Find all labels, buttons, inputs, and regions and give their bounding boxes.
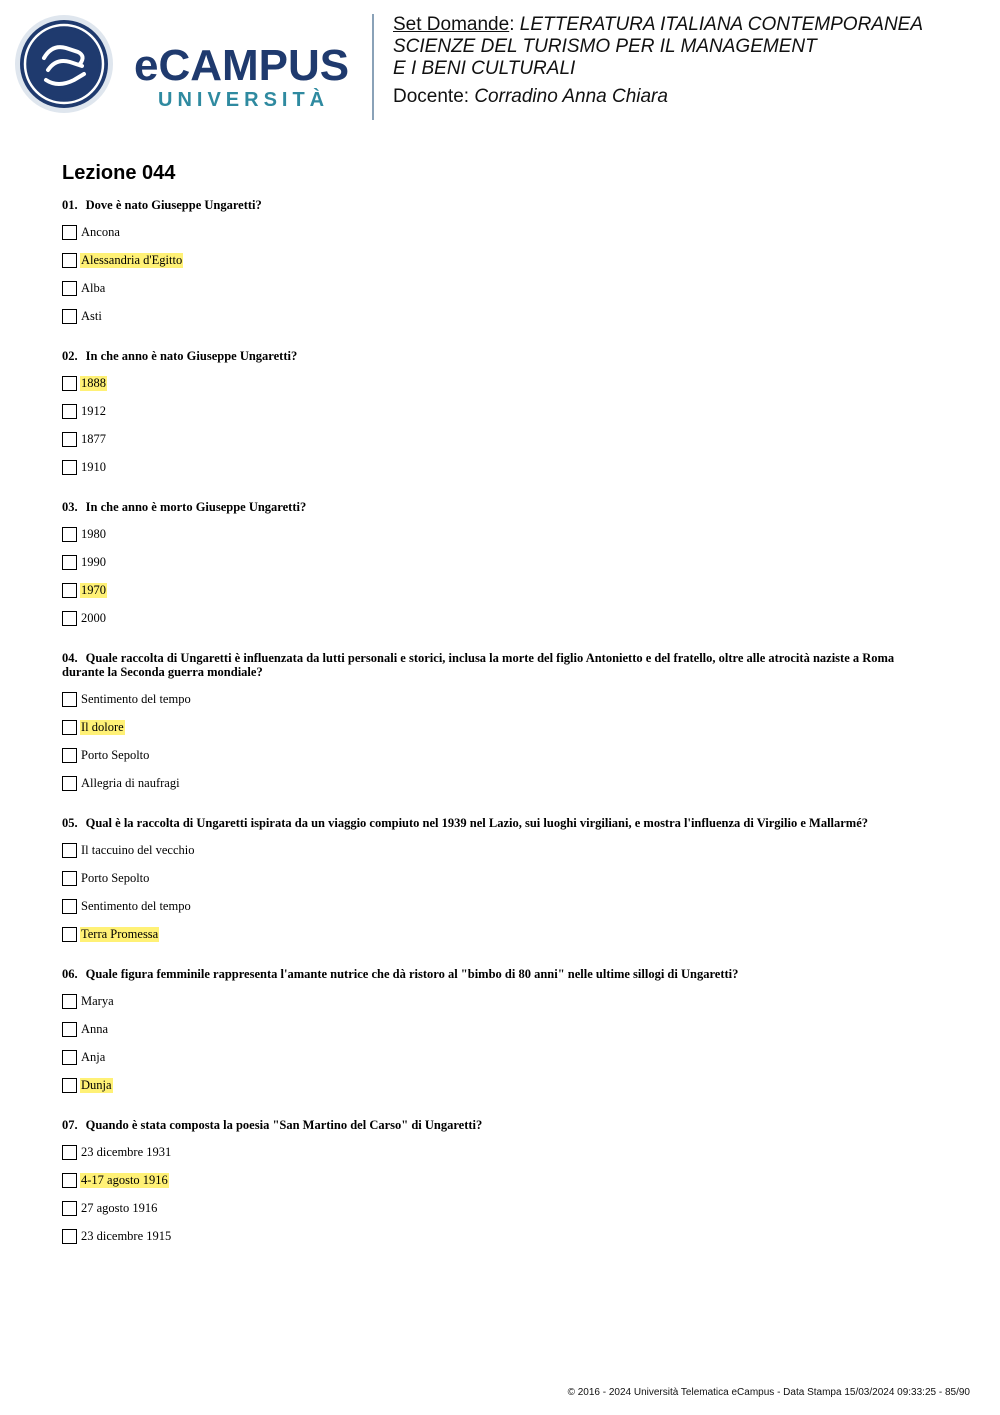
checkbox[interactable] — [62, 1173, 77, 1188]
answer-option[interactable] — [62, 274, 922, 302]
answer-option[interactable] — [62, 425, 922, 453]
ecampus-wordmark — [134, 34, 359, 114]
answer-option[interactable] — [62, 836, 922, 864]
answer-option[interactable] — [62, 1166, 922, 1194]
answer-option[interactable] — [62, 302, 922, 330]
checkbox[interactable] — [62, 376, 77, 391]
answer-label: 27 agosto 1916 — [81, 1200, 158, 1215]
logo-subtext: UNIVERSITÀ — [158, 89, 330, 111]
answer-option[interactable] — [62, 1222, 922, 1250]
answer-label: Porto Sepolto — [81, 870, 150, 885]
answer-option[interactable] — [62, 218, 922, 246]
answer-option[interactable] — [62, 548, 922, 576]
checkbox[interactable] — [62, 776, 77, 791]
answer-option[interactable] — [62, 769, 922, 797]
answer-option[interactable] — [62, 520, 922, 548]
checkbox[interactable] — [62, 927, 77, 942]
answer-option[interactable] — [62, 604, 922, 632]
answer-option[interactable] — [62, 987, 922, 1015]
question-number: 05. — [62, 816, 78, 830]
logo-text: eCAMPUS — [134, 41, 350, 90]
correct-answer-label: 1888 — [81, 375, 106, 390]
checkbox[interactable] — [62, 871, 77, 886]
ecampus-seal-icon — [14, 14, 114, 114]
answer-option[interactable] — [62, 1071, 922, 1099]
answer-label: Sentimento del tempo — [81, 898, 191, 913]
checkbox[interactable] — [62, 432, 77, 447]
correct-answer-label: Alessandria d'Egitto — [81, 252, 183, 267]
course-info: Set Domande: LETTERATURA ITALIANA CONTEMPORANEA SCIENZE DEL TURISMO PER IL MANAGEMENT E I BENI CULTURALI Docente: Corradino Anna Chiara — [393, 14, 993, 108]
answer-option[interactable] — [62, 920, 922, 948]
answer-label: Alba — [81, 280, 106, 295]
checkbox[interactable] — [62, 281, 77, 296]
page-footer: © 2016 - 2024 Università Telematica eCampus - Data Stampa 15/03/2024 09:33:25 - 85/90 — [567, 1387, 970, 1398]
answer-label: 23 dicembre 1915 — [81, 1228, 172, 1243]
answer-label: 23 dicembre 1931 — [81, 1144, 172, 1159]
correct-answer-label: 1970 — [81, 582, 106, 597]
answer-label: Sentimento del tempo — [81, 691, 191, 706]
answer-option[interactable] — [62, 685, 922, 713]
option-list — [62, 685, 922, 797]
checkbox[interactable] — [62, 1201, 77, 1216]
question-text — [62, 500, 922, 514]
answer-option[interactable] — [62, 576, 922, 604]
set-label: Set Domande — [393, 14, 510, 35]
option-list — [62, 369, 922, 481]
answer-label: Il taccuino del vecchio — [81, 842, 195, 857]
question-block — [62, 651, 922, 797]
page-header — [0, 0, 1000, 130]
checkbox[interactable] — [62, 720, 77, 735]
question-number: 06. — [62, 967, 78, 981]
question-number: 04. — [62, 651, 78, 665]
checkbox[interactable] — [62, 253, 77, 268]
answer-label: Allegria di naufragi — [81, 775, 180, 790]
question-text — [62, 816, 922, 830]
answer-label: 1912 — [81, 403, 106, 418]
checkbox[interactable] — [62, 1229, 77, 1244]
option-list — [62, 836, 922, 948]
question-number: 02. — [62, 349, 78, 363]
header-divider — [372, 14, 374, 120]
question-block — [62, 1118, 922, 1250]
question-block — [62, 967, 922, 1099]
answer-label: Ancona — [81, 224, 120, 239]
checkbox[interactable] — [62, 1050, 77, 1065]
checkbox[interactable] — [62, 555, 77, 570]
course-degree-line1: SCIENZE DEL TURISMO PER IL MANAGEMENT — [393, 36, 817, 57]
docente-name: Corradino Anna Chiara — [474, 86, 668, 107]
question-block — [62, 816, 922, 948]
course-degree-line2: E I BENI CULTURALI — [393, 58, 576, 79]
question-block — [62, 349, 922, 481]
answer-label: Porto Sepolto — [81, 747, 150, 762]
question-label: Quale raccolta di Ungaretti è influenzata da lutti personali e storici, inclusa la morte del figlio Antonietto e del fratello, oltre alle atrocità naziste a Roma durante la Seconda guerra mondiale? — [62, 651, 895, 679]
answer-label: Anna — [81, 1021, 109, 1036]
answer-label: 1877 — [81, 431, 106, 446]
answer-option[interactable] — [62, 1015, 922, 1043]
answer-label: 1980 — [81, 526, 106, 541]
question-label: Dove è nato Giuseppe Ungaretti? — [85, 198, 262, 212]
answer-label: 1990 — [81, 554, 106, 569]
checkbox[interactable] — [62, 611, 77, 626]
question-text — [62, 349, 922, 363]
question-text — [62, 1118, 922, 1132]
checkbox[interactable] — [62, 1078, 77, 1093]
answer-option[interactable] — [62, 1043, 922, 1071]
checkbox[interactable] — [62, 994, 77, 1009]
docente-label: Docente: — [393, 86, 470, 107]
question-number: 03. — [62, 500, 78, 514]
answer-option[interactable] — [62, 713, 922, 741]
answer-option[interactable] — [62, 741, 922, 769]
checkbox[interactable] — [62, 899, 77, 914]
answer-option[interactable] — [62, 453, 922, 481]
answer-label: 1910 — [81, 459, 106, 474]
correct-answer-label: 4-17 agosto 1916 — [81, 1172, 168, 1187]
checkbox[interactable] — [62, 1145, 77, 1160]
question-label: Quando è stata composta la poesia "San Martino del Carso" di Ungaretti? — [85, 1118, 483, 1132]
checkbox[interactable] — [62, 225, 77, 240]
checkbox[interactable] — [62, 748, 77, 763]
question-number: 07. — [62, 1118, 78, 1132]
question-label: Qual è la raccolta di Ungaretti ispirata da un viaggio compiuto nel 1939 nel Lazio, sui luoghi virgiliani, e mostra l'influenza di Virgilio e Mallarmé? — [85, 816, 869, 830]
answer-option[interactable] — [62, 864, 922, 892]
correct-answer-label: Dunja — [81, 1077, 112, 1092]
question-label: In che anno è nato Giuseppe Ungaretti? — [85, 349, 298, 363]
correct-answer-label: Il dolore — [81, 719, 124, 734]
checkbox[interactable] — [62, 843, 77, 858]
answer-option[interactable] — [62, 892, 922, 920]
question-label: Quale figura femminile rappresenta l'amante nutrice che dà ristoro al "bimbo di 80 anni" nelle ultime sillogi di Ungaretti? — [85, 967, 739, 981]
checkbox[interactable] — [62, 583, 77, 598]
question-text — [62, 967, 922, 981]
answer-option[interactable] — [62, 246, 922, 274]
option-list — [62, 1138, 922, 1250]
answer-option[interactable] — [62, 1138, 922, 1166]
option-list — [62, 520, 922, 632]
question-label: In che anno è morto Giuseppe Ungaretti? — [85, 500, 307, 514]
question-block — [62, 500, 922, 632]
checkbox[interactable] — [62, 460, 77, 475]
answer-label: Marya — [81, 993, 114, 1008]
checkbox[interactable] — [62, 527, 77, 542]
checkbox[interactable] — [62, 404, 77, 419]
answer-option[interactable] — [62, 1194, 922, 1222]
checkbox[interactable] — [62, 692, 77, 707]
course-title: LETTERATURA ITALIANA CONTEMPORANEA — [519, 14, 924, 35]
option-list — [62, 987, 922, 1099]
answer-label: Asti — [81, 308, 102, 323]
lesson-title: Lezione 044 — [62, 162, 176, 184]
question-block — [62, 198, 922, 330]
answer-option[interactable] — [62, 397, 922, 425]
option-list — [62, 218, 922, 330]
question-number: 01. — [62, 198, 78, 212]
ecampus-logo — [14, 14, 359, 118]
checkbox[interactable] — [62, 309, 77, 324]
checkbox[interactable] — [62, 1022, 77, 1037]
correct-answer-label: Terra Promessa — [81, 926, 159, 941]
answer-option[interactable] — [62, 369, 922, 397]
answer-label: 2000 — [81, 610, 106, 625]
question-text — [62, 198, 922, 212]
question-text — [62, 651, 922, 679]
answer-label: Anja — [81, 1049, 106, 1064]
